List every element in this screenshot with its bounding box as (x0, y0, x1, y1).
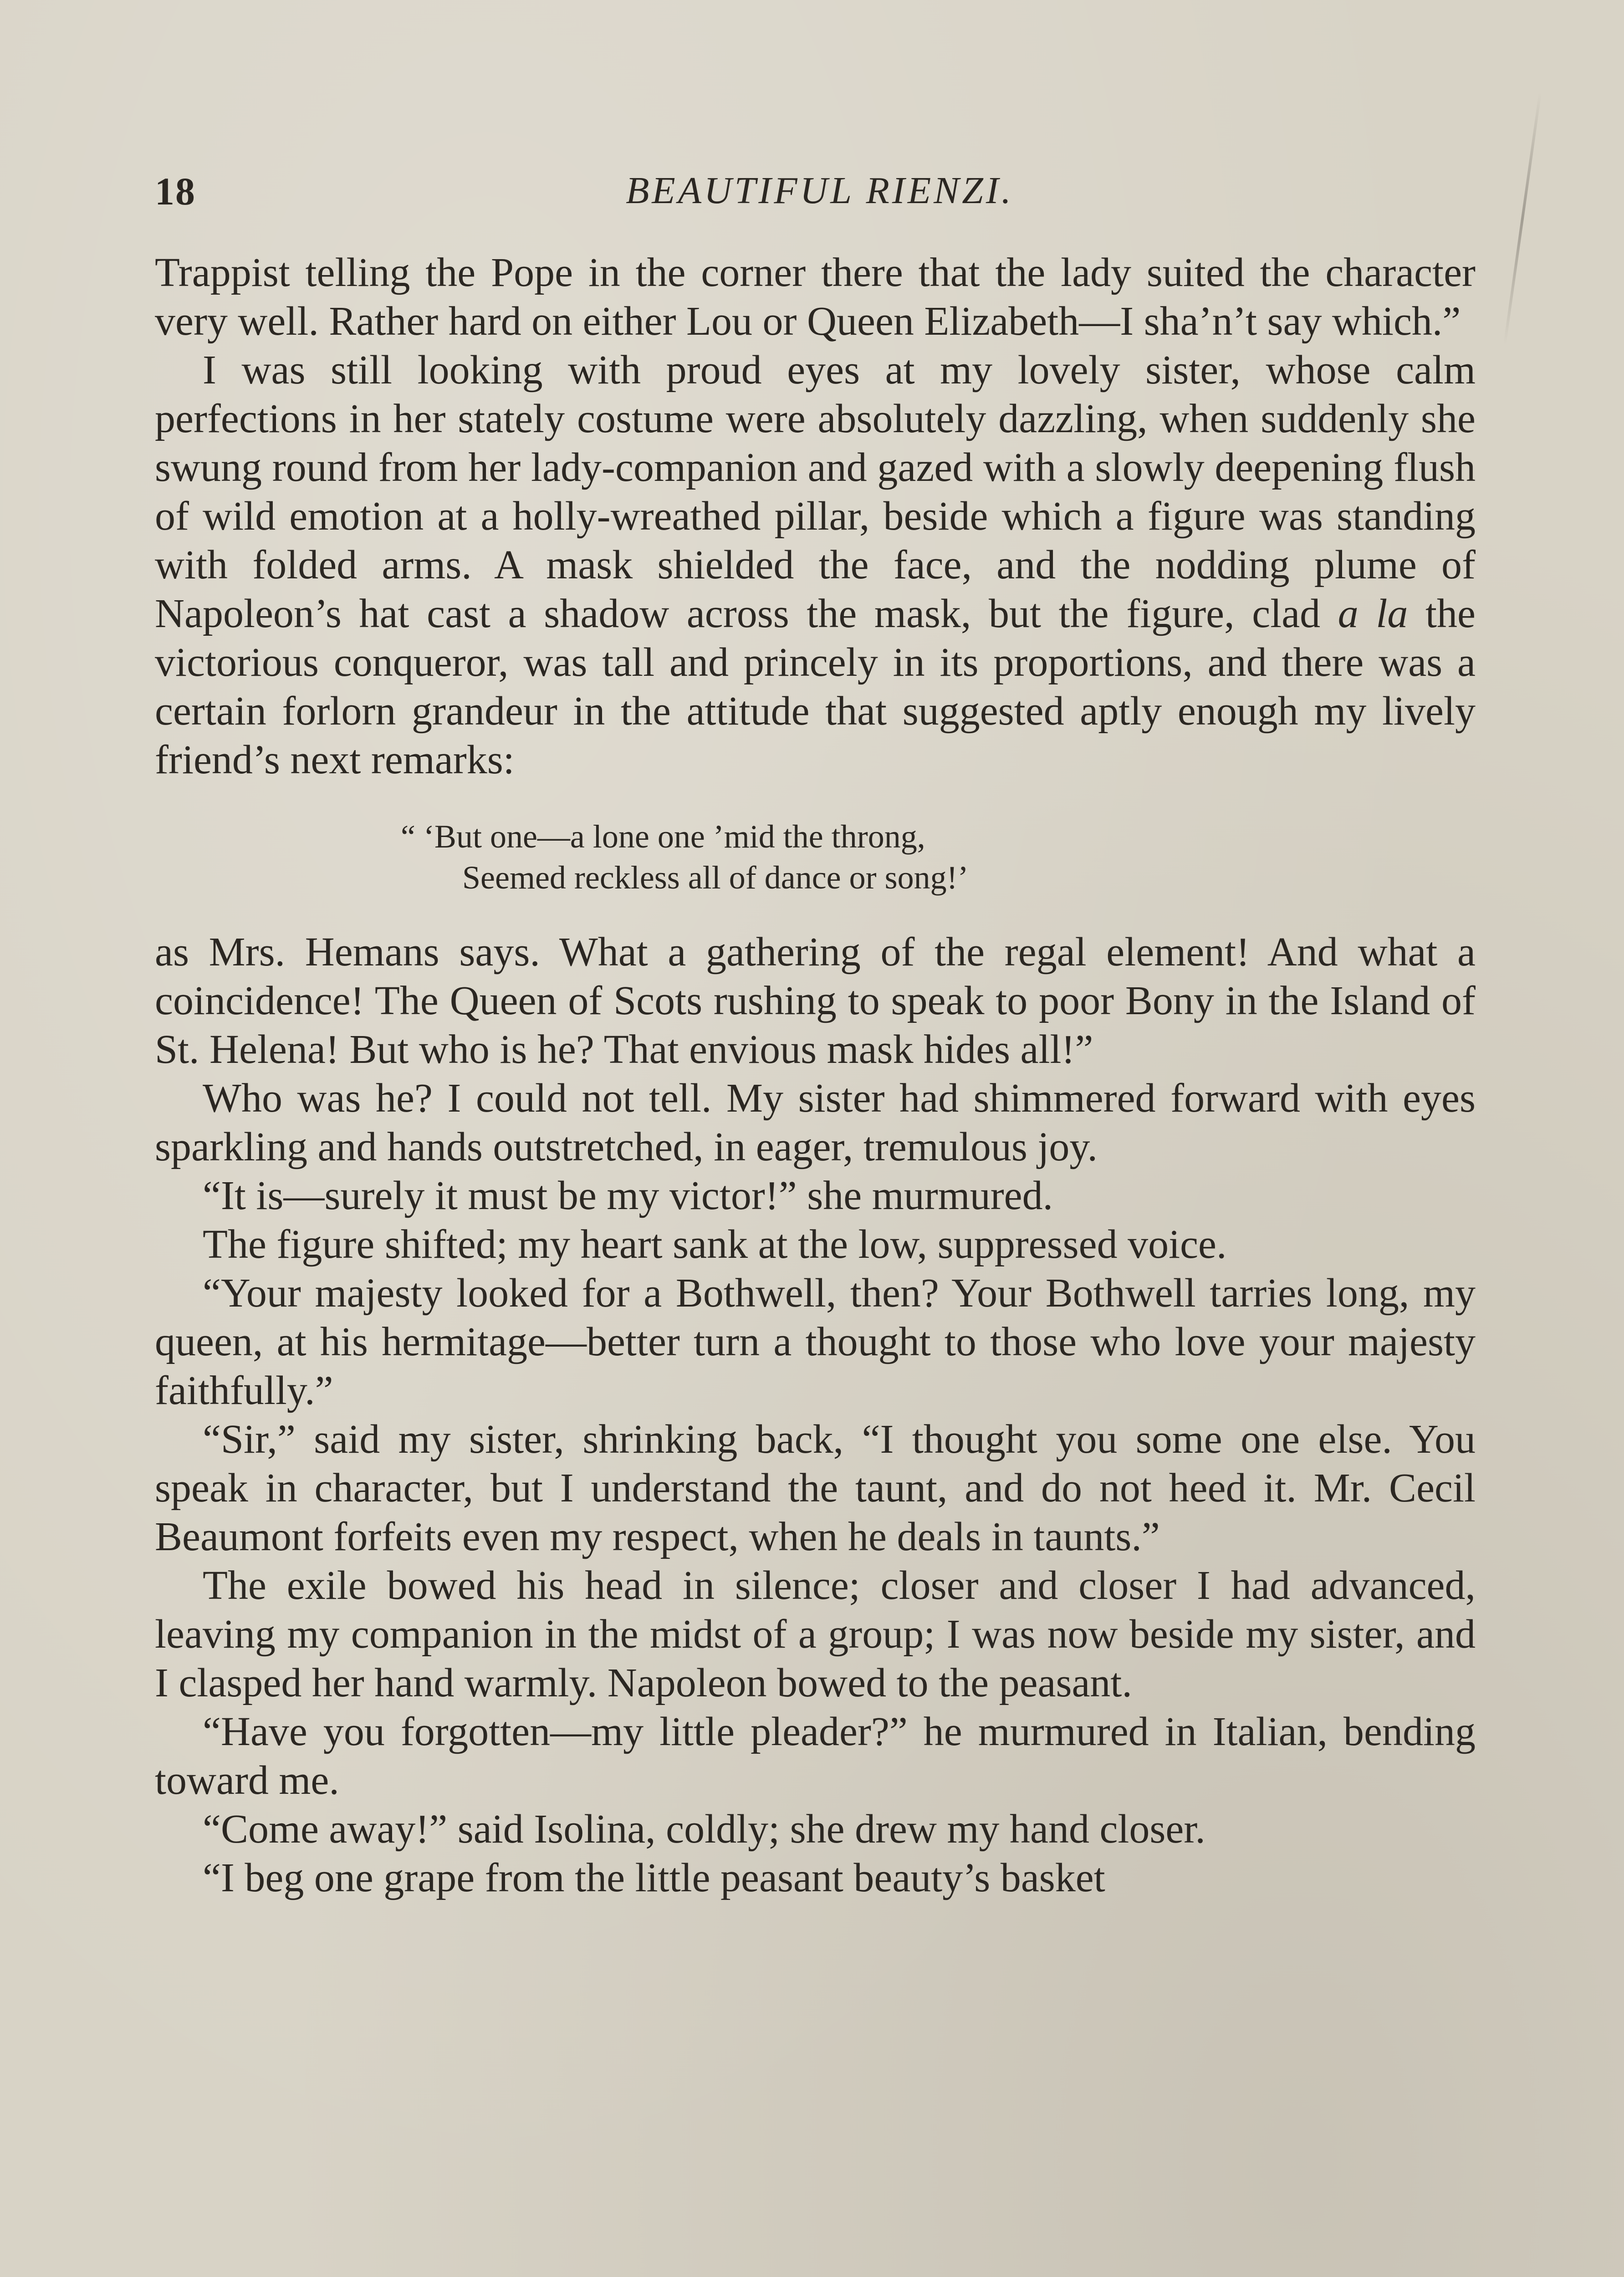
paragraph-2-continued: the victorious conqueror, was tall and princely in its proportions, and there was a certain forlorn grandeur in the attitude that suggested aptly enough my lively friend’s next remarks: (155, 591, 1476, 782)
verse-line-1: “ ‘But one—a lone one ’mid the throng, (401, 818, 925, 855)
paragraph-4: Who was he? I could not tell. My sister had shimmered forward with eyes sparkling and hands outstretched, in eager, tremulous joy. (155, 1076, 1476, 1169)
body-text (155, 248, 1476, 1902)
paragraph-7: “Your majesty looked for a Bothwell, then? Your Bothwell tarries long, my queen, at his hermitage—better turn a thought to those who love your majesty faithfully.” (155, 1271, 1476, 1413)
verse-line-2: Seemed reckless all of dance or song!’ (462, 859, 969, 896)
verse-quote (155, 816, 1476, 898)
paragraph-12: “I beg one grape from the little peasant beauty’s basket (203, 1855, 1105, 1900)
paragraph-2 (155, 346, 1476, 784)
paragraph-5: “It is—surely it must be my victor!” she murmured. (203, 1173, 1053, 1218)
page-crease (1503, 92, 1542, 345)
paragraph-1: Trappist telling the Pope in the corner there that the lady suited the character very well. Rather hard on either Lou or Queen Elizabeth—I sha’n’t say which.” (155, 250, 1476, 344)
book-title: BEAUTIFUL RIENZI. (626, 169, 1014, 212)
running-head (155, 168, 1485, 219)
paragraph-10: “Have you forgotten—my little pleader?” he murmured in Italian, bending toward me. (155, 1709, 1476, 1803)
paragraph-2-text: I was still looking with proud eyes at my lovely sister, whose calm perfections in her stately costume were absolutely dazzling, when suddenly she swung round from her lady-companion and gazed with a slowly deepening flush of wild emotion at a holly-wreathed pillar, beside which a figure was standing with folded arms. A mask shielded the face, and the nodding plume of Napoleon’s hat cast a shadow across the mask, but the figure, clad (155, 347, 1476, 636)
italic-phrase: a la (1338, 591, 1408, 636)
page-number: 18 (155, 169, 196, 213)
paragraph-11: “Come away!” said Isolina, coldly; she drew my hand closer. (203, 1807, 1205, 1852)
paragraph-3: as Mrs. Hemans says. What a gathering of the regal element! And what a coincidence! The Queen of Scots rushing to speak to poor Bony in the Island of St. Helena! But who is he? That envious mask hides all!” (155, 929, 1476, 1072)
paragraph-9: The exile bowed his head in silence; closer and closer I had advanced, leaving my companion in the midst of a group; I was now beside my sister, and I clasped her hand warmly. Napoleon bowed to the peasant. (155, 1563, 1476, 1705)
paragraph-8: “Sir,” said my sister, shrinking back, “I thought you some one else. You speak in character, but I understand the taunt, and do not heed it. Mr. Cecil Beaumont forfeits even my respect, when he deals in taunts.” (155, 1417, 1476, 1559)
paragraph-6: The figure shifted; my heart sank at the low, suppressed voice. (203, 1222, 1227, 1267)
